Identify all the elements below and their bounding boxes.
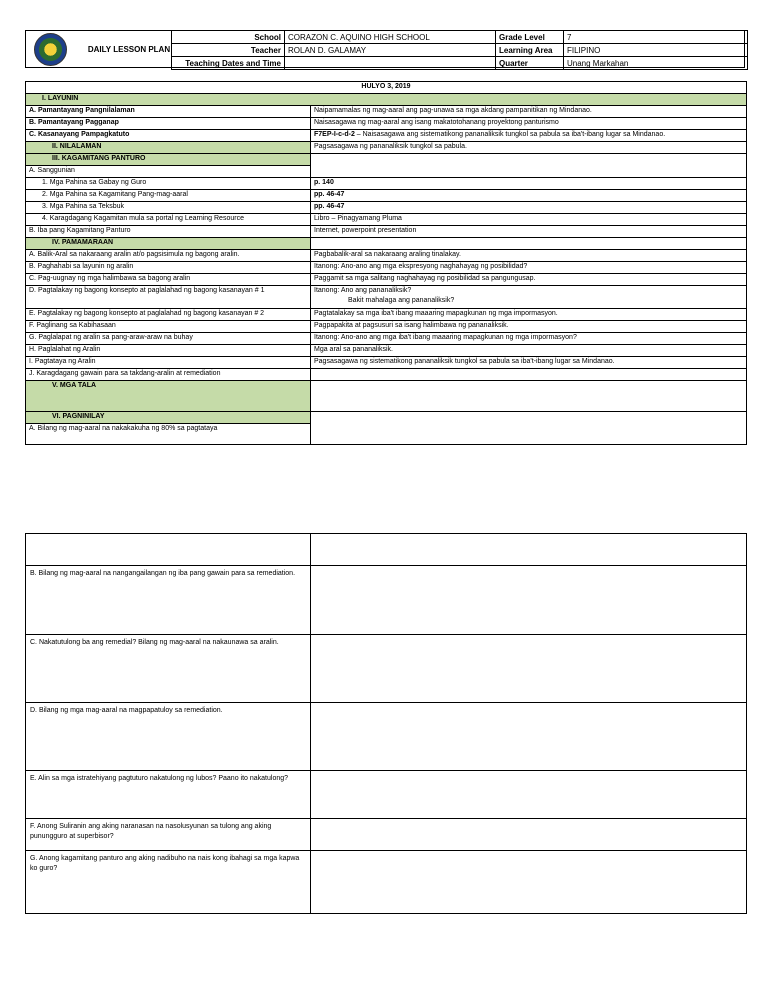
section-kagamitan: III. KAGAMITANG PANTURO — [26, 154, 311, 166]
reflection-row-e-value — [311, 771, 747, 819]
balik-aral-label: A. Balik-Aral sa nakaraang aralin at/o pagsisimula ng bagong aralin. — [26, 250, 311, 262]
sanggunian-label: A. Sanggunian — [26, 166, 311, 178]
teaching-dates-value — [285, 57, 496, 70]
kagamitan-value — [311, 154, 747, 178]
pagtalakay-1-question-1: Itanong: Ano ang pananaliksik? — [314, 287, 412, 294]
pagtalakay-1-question-2: Bakit mahalaga ang pananaliksik? — [348, 297, 455, 304]
reflection-row-c-value — [311, 635, 747, 703]
pagtataya-value: Pagsasagawa ng sistematikong pananaliksik tungkol sa pabula sa iba't-ibang lugar sa Mindanao. — [311, 357, 747, 369]
grade-level-value: 7 — [564, 31, 748, 44]
paglalapat-label: G. Paglalapat ng aralin sa pang-araw-araw na buhay — [26, 333, 311, 345]
kasanayang-pampagkatuto-label: C. Kasanayang Pampagkatuto — [26, 130, 311, 142]
competency-text: – Naisasagawa ang sistematikong pananaliksik tungkol sa pabula sa iba't-ibang lugar sa Mindanao. — [354, 131, 666, 138]
pagtataya-label: I. Pagtataya ng Aralin — [26, 357, 311, 369]
reflection-row-blank-value — [311, 534, 747, 566]
reflection-row-blank — [26, 534, 311, 566]
document-title: DAILY LESSON PLAN — [87, 45, 171, 54]
paghahabi-label: B. Paghahabi sa layunin ng aralin — [26, 262, 311, 274]
teacher-value: ROLAN D. GALAMAY — [285, 44, 496, 57]
paglinang-value: Pagpapakita at pagsusuri sa isang halimbawa ng pananaliksik. — [311, 321, 747, 333]
paglalahat-label: H. Paglalahat ng Aralin — [26, 345, 311, 357]
teacher-label: Teacher — [172, 44, 285, 57]
reflection-row-f-value — [311, 819, 747, 851]
reflection-row-f: F. Anong Suliranin ang aking naranasan na nasolusyunan sa tulong ang aking punungguro at superbisor? — [26, 819, 311, 851]
nilalaman-value: Pagsasagawa ng pananaliksik tungkol sa pabula. — [311, 142, 747, 154]
pagtalakay-2-label: E. Pagtalakay ng bagong konsepto at paglalahad ng bagong kasanayan # 2 — [26, 309, 311, 321]
header-info-table — [171, 30, 748, 70]
section-layunin: I. LAYUNIN — [26, 94, 747, 106]
section-pagninilay: VI. PAGNINILAY — [26, 412, 311, 424]
header-row-teacher — [172, 44, 748, 57]
section-mga-tala: V. MGA TALA — [26, 381, 311, 412]
pagninilay-value — [311, 412, 747, 445]
paghahabi-value: Itanong: Ano-ano ang mga ekspresyong naghahayag ng posibilidad? — [311, 262, 747, 274]
karagdagang-kagamitan-value: Libro – Pinagyamang Pluma — [311, 214, 747, 226]
section-nilalaman: II. NILALAMAN — [26, 142, 311, 154]
reflection-row-b: B. Bilang ng mag-aaral na nangangailangan ng iba pang gawain para sa remediation. — [26, 566, 311, 635]
competency-code: F7EP-I-c-d-2 — [314, 131, 355, 138]
pamamaraan-value — [311, 238, 747, 250]
karagdagang-gawain-label: J. Karagdagang gawain para sa takdang-aralin at remediation — [26, 369, 311, 381]
kagamitang-mag-aaral-label: 2. Mga Pahina sa Kagamitang Pang-mag-aaral — [26, 190, 311, 202]
balik-aral-value: Pagbabalik-aral sa nakaraang araling tinalakay. — [311, 250, 747, 262]
school-value: CORAZON C. AQUINO HIGH SCHOOL — [285, 31, 496, 44]
pamantayang-pangnilalaman-label: A. Pamantayang Pangnilalaman — [26, 106, 311, 118]
karagdagang-kagamitan-label: 4. Karagdagang Kagamitan mula sa portal ng Learning Resource — [26, 214, 311, 226]
iba-pang-kagamitan-value: Internet, powerpoint presentation — [311, 226, 747, 238]
iba-pang-kagamitan-label: B. Iba pang Kagamitang Panturo — [26, 226, 311, 238]
gabay-guro-label: 1. Mga Pahina sa Gabay ng Guro — [26, 178, 311, 190]
reflection-table — [25, 533, 747, 914]
karagdagang-gawain-value — [311, 369, 747, 381]
header-block — [25, 30, 745, 68]
paglalahat-value: Mga aral sa pananaliksik. — [311, 345, 747, 357]
pagtalakay-1-value — [311, 286, 747, 309]
quarter-label: Quarter — [496, 57, 564, 70]
reflection-row-d: D. Bilang ng mga mag-aaral na magpapatuloy sa remediation. — [26, 703, 311, 771]
reflection-row-g: G. Anong kagamitang panturo ang aking nadibuho na nais kong ibahagi sa mga kapwa ko guro? — [26, 851, 311, 914]
pagtalakay-2-value: Pagtatalakay sa mga iba't ibang maaaring mapagkunan ng mga impormasyon. — [311, 309, 747, 321]
teksbuk-label: 3. Mga Pahina sa Teksbuk — [26, 202, 311, 214]
learning-area-label: Learning Area — [496, 44, 564, 57]
gabay-guro-value: p. 140 — [311, 178, 747, 190]
reflection-row-d-value — [311, 703, 747, 771]
mga-tala-value — [311, 381, 747, 412]
section-pamamaraan: IV. PAMAMARAAN — [26, 238, 311, 250]
header-row-school — [172, 31, 748, 44]
reflection-row-e: E. Alin sa mga istratehiyang pagtuturo nakatulong ng lubos? Paano ito nakatulong? — [26, 771, 311, 819]
date-heading: HULYO 3, 2019 — [26, 82, 747, 94]
kagamitang-mag-aaral-value: pp. 46-47 — [311, 190, 747, 202]
reflection-row-b-value — [311, 566, 747, 635]
pag-uugnay-label: C. Pag-uugnay ng mga halimbawa sa bagong aralin — [26, 274, 311, 286]
pagninilay-a-label: A. Bilang ng mag-aaral na nakakakuha ng 80% sa pagtataya — [26, 424, 311, 445]
paglalapat-value: Itanong: Ano-ano ang mga iba't ibang maaaring mapagkunan ng mga impormasyon? — [311, 333, 747, 345]
reflection-row-c: C. Nakatutulong ba ang remedial? Bilang ng mag-aaral na nakaunawa sa aralin. — [26, 635, 311, 703]
pagtalakay-1-label: D. Pagtalakay ng bagong konsepto at paglalahad ng bagong kasanayan # 1 — [26, 286, 311, 309]
pamantayang-pagganap-value: Naisasagawa ng mag-aaral ang isang makatotohanang proyektong panturismo — [311, 118, 747, 130]
quarter-value: Unang Markahan — [564, 57, 748, 70]
kasanayang-pampagkatuto-value — [311, 130, 747, 142]
deped-seal-icon — [34, 33, 67, 66]
learning-area-value: FILIPINO — [564, 44, 748, 57]
pamantayang-pangnilalaman-value: Naipamamalas ng mag-aaral ang pag-unawa sa mga akdang pampanitikan ng Mindanao. — [311, 106, 747, 118]
header-row-dates — [172, 57, 748, 70]
reflection-row-g-value — [311, 851, 747, 914]
grade-level-label: Grade Level — [496, 31, 564, 44]
pamantayang-pagganap-label: B. Pamantayang Pagganap — [26, 118, 311, 130]
teaching-dates-label: Teaching Dates and Time — [172, 57, 285, 70]
lesson-table — [25, 81, 747, 445]
teksbuk-value: pp. 46-47 — [311, 202, 747, 214]
pag-uugnay-value: Paggamit sa mga salitang naghahayag ng posibilidad sa pangungusap. — [311, 274, 747, 286]
school-label: School — [172, 31, 285, 44]
paglinang-label: F. Paglinang sa Kabihasaan — [26, 321, 311, 333]
